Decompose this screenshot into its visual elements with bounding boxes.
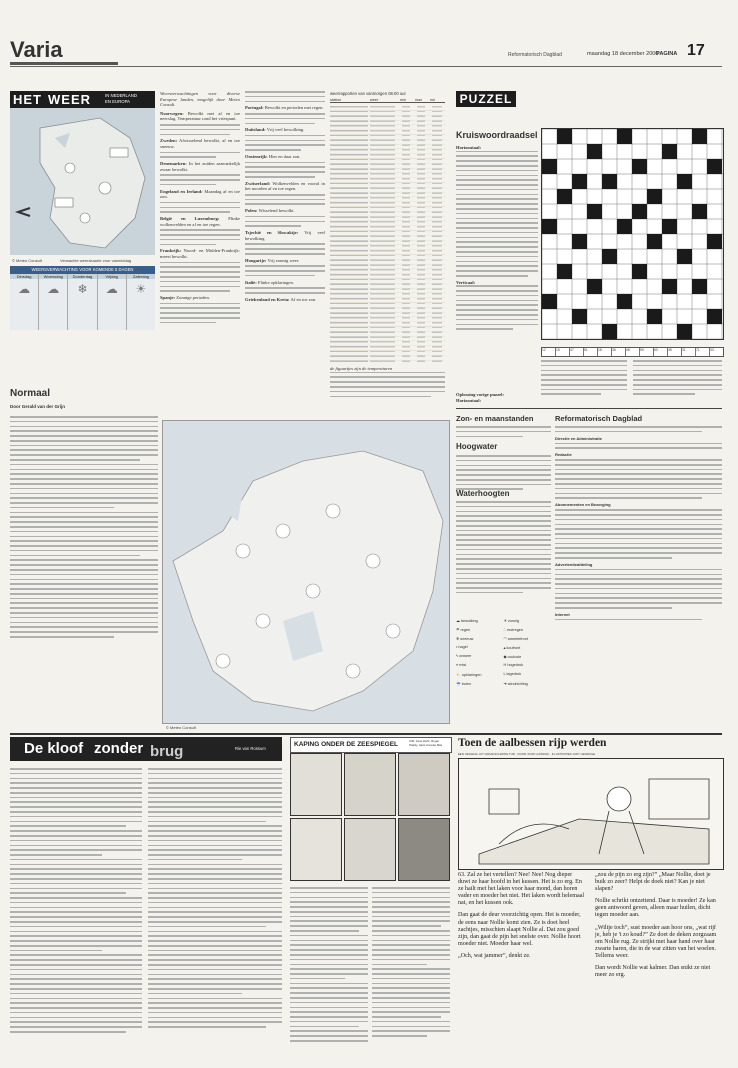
kloof-title-b: zonder (94, 740, 144, 757)
map-credit: © Meteo Consult (12, 258, 42, 263)
legend-item (504, 663, 552, 672)
kaping-comic (290, 753, 450, 881)
toen-col2 (595, 872, 722, 979)
country-forecast (160, 248, 240, 259)
drizzle-icon: ∴ (503, 628, 507, 632)
country-name: Tsjechië en Slowakije: (245, 230, 299, 236)
answer-box[interactable]: 47 (570, 348, 584, 356)
colofon-title: Reformatorisch Dagblad (555, 414, 643, 423)
station-table-header (330, 98, 445, 103)
legend-item (456, 672, 504, 681)
low-pressure-icon: L (503, 672, 507, 676)
mid-rule (10, 733, 722, 735)
toen-paragraph: „Och, wat jammer”, denkt ze. (458, 952, 531, 959)
text-lines (245, 162, 325, 178)
colofon-body (555, 426, 722, 728)
verticaal-cont-2 (633, 360, 722, 400)
answer-box[interactable]: 48 (626, 348, 640, 356)
verticaal-cont (541, 360, 627, 400)
country-forecast (160, 189, 240, 200)
legend-item (456, 645, 504, 654)
country-name: Duitsland: (245, 127, 266, 133)
comic-panel (290, 818, 342, 881)
country-forecast (160, 138, 240, 149)
bedroom-illustration (459, 759, 723, 869)
text-lines (245, 216, 325, 227)
country-name: Denemarken: (160, 161, 187, 167)
legend-label: regen (460, 628, 471, 632)
text-lines (160, 174, 240, 185)
text-lines (555, 569, 722, 609)
text-lines (245, 91, 325, 102)
country-forecast (245, 230, 325, 241)
text-lines (245, 243, 325, 254)
colofon-section: Redactie (555, 452, 572, 458)
answer-box[interactable]: 15 (556, 348, 570, 356)
colofon-section: Abonnementen en Bezorging (555, 502, 611, 508)
puzzel-rule (456, 408, 722, 409)
text-lines (160, 229, 240, 245)
rain-icon: ☂ (456, 628, 461, 632)
text-lines (456, 151, 538, 277)
col-max: max (415, 98, 423, 102)
country-text: Vrij veel bewolking. (266, 127, 305, 133)
kloof-title-c: brug (150, 743, 184, 760)
kaping-col1 (290, 887, 368, 1057)
wind-arrow-icon: ➔ (503, 682, 508, 686)
weather-map-europe (162, 420, 450, 724)
toen-paragraph: Dan wordt Nollie wat kalmer. Dan snikt ze niet meer zo erg. (595, 965, 711, 979)
text-lines (555, 509, 722, 558)
country-text: Vrij zonnig weer. (267, 257, 300, 263)
snow-icon: ❄ (456, 637, 461, 641)
page-number: 17 (687, 42, 705, 59)
station-table-rows (330, 106, 445, 362)
fog-icon: ≡ (456, 663, 460, 667)
verticaal-label: Verticaal: (456, 279, 476, 285)
max-col-lines (417, 106, 425, 362)
europe-map-graphic (163, 421, 449, 723)
text-lines (245, 194, 325, 205)
country-text: Bewolkt met af en toe neerslag. Temperatuur rond het vriespunt. (160, 110, 240, 122)
text-lines (245, 265, 325, 276)
weather-banner-sub1: IN NEDERLAND (105, 93, 137, 98)
footnote-text: de figuurtjes zijn de temperaturen (330, 366, 393, 371)
netherlands-map-graphic (10, 108, 155, 255)
normaal-body (10, 416, 158, 716)
country-name: Frankrijk: (160, 248, 182, 254)
legend-item (504, 681, 552, 690)
forecast-day (10, 274, 39, 330)
text-lines (555, 459, 722, 499)
legend-label: occlusie (507, 655, 522, 659)
section-underline (10, 62, 118, 65)
answer-box[interactable]: 12 (542, 348, 556, 356)
warm-front-icon: ◠ (503, 637, 508, 641)
kaping-banner (290, 737, 452, 753)
weather-col-lines (370, 106, 395, 362)
legend-label: koufront (506, 646, 521, 650)
partly-cloudy-icon: ⛅ (456, 673, 462, 677)
paper-name: Reformatorisch Dagblad (508, 52, 562, 58)
station-table-title: weerrapporten van vanmorgen 08.00 uur (330, 91, 406, 96)
snow-icon: ❄ (77, 282, 88, 296)
country-name: Engeland en Ierland: (160, 188, 203, 194)
forecast-day-name: Vrijdag (98, 274, 126, 279)
text-lines (160, 124, 240, 135)
legend-item (504, 627, 552, 636)
toen-col1 (458, 872, 585, 960)
legend-item (504, 672, 552, 681)
thunder-icon: ϟ (456, 654, 460, 658)
weather-banner-sub2: EN EUROPA (105, 99, 130, 104)
text-lines (555, 619, 722, 621)
high-pressure-icon: H (503, 663, 508, 667)
legend-label: opklaringen (461, 673, 482, 677)
cloud-icon: ☁ (47, 282, 60, 296)
normaal-byline: Door Gerald van der Grijn (10, 404, 66, 409)
europe-map-credit: © Meteo Consult (166, 725, 196, 730)
toen-paragraph: Dan gaat de deur voorzichtig open. Het is moeder, de eens naar Nollie komt zien. Ze is doet heel zachtjes, misschien slaapt Nollie al. Dat zou goed zijn, dan gaat de pijn het snelste over. Nollie hoort moeder niet. Moeder haar wel. (458, 912, 581, 947)
station-col-lines (330, 106, 368, 362)
toen-paragraph: 63. Zal ze het vertellen? Nee! Nee! Nog dieper duwt ze haar hoofd in het kussen. Het is zo erg. En ze hailt met het laken voor haar mond, dan horen vader en moeder het niet. Het laken wordt helemaal nat, en het kussen ook. (458, 872, 585, 907)
toen-illustration (458, 758, 724, 870)
country-forecast (160, 216, 240, 227)
answer-box[interactable]: 18 (598, 348, 612, 356)
forecast-day (68, 274, 97, 330)
country-text: Noord- en Midden-Frankrijk: meest bewolkt. (160, 248, 240, 260)
oplossing (456, 392, 538, 403)
toen-title: Toen de aalbessen rijp werden (458, 737, 607, 749)
forecast-day-name: Woensdag (39, 274, 67, 279)
legend-item (504, 654, 552, 663)
hoogwater-title: Hoogwater (456, 442, 498, 451)
hoogwater-body (456, 455, 551, 493)
forecast-header: WEERSVERWACHTING VOOR KOMENDE 5 DAGEN (10, 266, 155, 274)
kaping-credits: Cliff, Jane Dahr, Roger Paddy, tekst Anneke Bas (409, 739, 443, 747)
crossword-grid[interactable] (541, 128, 724, 340)
country-text: Zonnige perioden. (176, 295, 210, 301)
legend-label: buien (461, 682, 472, 686)
answer-box[interactable]: 33 (710, 348, 714, 352)
forecast-day (39, 274, 68, 330)
legend-label: hogedruk (507, 663, 524, 667)
country-forecast (245, 208, 325, 214)
country-name: Griekenland en Kreta: (245, 296, 290, 302)
country-name: Zweden: (160, 138, 178, 144)
crossword-cells[interactable] (542, 129, 723, 339)
country-forecast (160, 161, 240, 172)
cloud-icon: ☁ (105, 282, 118, 296)
page-date: maandag 18 december 2000 (587, 51, 659, 57)
country-forecast (160, 111, 240, 122)
weather-legend (456, 618, 551, 694)
sun-icon: ☀ (135, 282, 147, 296)
legend-item (456, 618, 504, 627)
legend-label: onweer (459, 654, 472, 658)
country-text: Flinke wolkenvelden en af en toe regen. (160, 216, 240, 227)
toen-paragraph: „Wiltje toch”, sust moeder aan hoor ons, „wat rijf je, heb je 't zo koud?” Ze doet de deken zorgzaam om Nollie rug. Ze strijkt met haar hand over haar zwarte haren, die in de war zitten van het woelen. Tellems weer. (595, 924, 717, 959)
kaping-col2 (372, 887, 450, 1057)
kloof-banner (10, 737, 282, 761)
country-forecast (245, 280, 325, 286)
text-lines (245, 113, 325, 124)
country-text: Maandag af en toe zon. (160, 188, 240, 200)
country-name: Portugal: (245, 105, 264, 111)
zon-title: Zon- en maanstanden (456, 414, 534, 423)
kloof-col1 (10, 768, 142, 1058)
weather-map-netherlands (10, 108, 155, 255)
country-name: Spanje: (160, 295, 176, 301)
cloud-icon: ☁ (18, 282, 31, 296)
forecast-day (98, 274, 127, 330)
text-lines (330, 372, 445, 398)
country-name: Polen: (245, 208, 258, 214)
oplossing-horizontaal-label: Horizontaal: (456, 397, 482, 403)
country-text: Afwisselend bewolkt, af en toe sneeuw. (160, 138, 240, 149)
header-rule (10, 66, 722, 67)
min-col-lines (402, 106, 410, 362)
section-title: Varia (10, 37, 63, 62)
legend-item (504, 636, 552, 645)
toen-sub: EEN VERHAAL UIT GRAAFSCHAPPE TIJD · DOOR JOOP LUDWIGK · ILLUSTRATIES JANY GEDRAGE (458, 752, 596, 756)
legend-label: motregen (506, 628, 524, 632)
answer-box[interactable]: 51 (584, 348, 598, 356)
country-text: Wolkenvelden en vooral in het noorden af en toe regen. (245, 180, 325, 192)
comic-panel (398, 818, 450, 881)
country-text: Af en toe zon. (290, 296, 317, 302)
colofon-section: Internet (555, 611, 570, 617)
country-text: Hier en daar zon. (268, 154, 301, 159)
station-footnote (330, 366, 445, 416)
weather-banner-right: WEER (48, 92, 91, 107)
forecast-day (127, 274, 155, 330)
colofon-section: Advertentieafdeling (555, 561, 593, 567)
col-station: station (330, 98, 342, 102)
kloof-title-a: De kloof (24, 740, 84, 757)
sun-icon: ☀ (503, 619, 508, 623)
text-lines (160, 202, 240, 213)
col-min: min (400, 98, 407, 102)
legend-item (456, 663, 504, 672)
waterhoogten-title: Waterhoogten (456, 489, 510, 498)
col-nsl: nsl (430, 98, 435, 102)
country-forecast (160, 295, 240, 301)
country-text: In het zuiden aanvankelijk zwaar bewolkt. (160, 161, 240, 172)
answer-box[interactable]: 60 (654, 348, 668, 356)
country-text: Wisselend bewolkt. (258, 208, 295, 214)
legend-label: mist (459, 663, 467, 667)
legend-item (504, 645, 552, 654)
kloof-col2 (148, 768, 282, 1058)
comic-panel (290, 753, 342, 816)
country-forecast (245, 105, 325, 111)
col-weer: weer (370, 98, 379, 102)
page-label: PAGINA (656, 51, 678, 57)
nsl-col-lines (432, 106, 442, 362)
answer-box[interactable]: 36 (612, 348, 626, 356)
cold-front-icon: ▴ (503, 646, 507, 650)
map-caption: Verwachte weerskaarte voor vanmiddag (60, 258, 132, 263)
forecast-day-name: Donderdag (68, 274, 96, 279)
comic-panel (344, 753, 396, 816)
occlusion-icon: ◆ (503, 655, 508, 659)
legend-label: warmtefront (507, 637, 528, 641)
legend-label: lagedruk (506, 672, 522, 676)
legend-label: bewolking (460, 619, 478, 623)
forecast-days (10, 274, 155, 330)
cloud-icon: ☁ (456, 619, 461, 623)
text-lines (456, 285, 538, 330)
text-lines (555, 443, 722, 449)
legend-label: windrichting (507, 682, 528, 686)
country-name: Noorwegen: (160, 110, 184, 116)
puzzel-title: Kruiswoordraadsel (456, 130, 538, 140)
normaal-title: Normaal (10, 388, 51, 399)
country-name: Hongarije: (245, 257, 267, 263)
legend-item (504, 618, 552, 627)
legend-item (456, 627, 504, 636)
country-forecast (245, 181, 325, 192)
showers-icon: ☔ (456, 682, 462, 686)
legend-label: zonnig (507, 619, 520, 623)
country-forecast (245, 154, 325, 160)
country-text: Bewolkt en perioden met regen. (264, 105, 324, 111)
country-forecast (245, 127, 325, 133)
answer-box[interactable]: 45 (668, 348, 682, 356)
country-text: Vrij veel bewolking. (245, 230, 325, 241)
text-lines (160, 303, 240, 324)
forecast-day-name: Dinsdag (10, 274, 38, 279)
text-lines (555, 426, 722, 432)
colofon-section: Directie en Administratie (555, 435, 602, 441)
puzzel-banner: PUZZEL (456, 91, 516, 107)
zon-body (456, 426, 551, 440)
text-lines (245, 135, 325, 151)
country-forecast (245, 258, 325, 264)
toen-paragraph: Nollie schrikt ontzettend. Daar is moeder! Ze kan geen antwoord geven, alleen maar huilen, dicht tegen moeder aan. (595, 898, 716, 919)
weather-banner-left: HET (13, 92, 42, 107)
answer-boxes[interactable] (541, 347, 724, 357)
oplossing-label: Oplossing vorige puzzel: (456, 392, 504, 397)
weather-banner (10, 91, 155, 108)
hail-icon: • (456, 645, 459, 649)
legend-item (456, 681, 504, 690)
legend-item (456, 654, 504, 663)
forecast-day-name: Zaterdag (127, 274, 155, 279)
kloof-byline: Rie van Rossum (235, 746, 266, 751)
legend-label: hagel (458, 645, 468, 649)
country-name: België en Luxemburg: (160, 216, 220, 222)
forecast-intro: Weersverwachtingen voor diverse Europese landen, mogelijk door Meteo Consult. (160, 91, 240, 108)
country-name: Zwitserland: (245, 180, 271, 186)
comic-panel (398, 753, 450, 816)
toen-paragraph: „zou de pijn zo erg zijn?” „Maar Nollie, doet je buik zo zeer? Helpt de doek niet? Kan je niet slapen? (595, 872, 711, 893)
country-name: Oostenrijk: (245, 154, 268, 159)
horizontaal-label: Horizontaal: (456, 145, 482, 150)
country-text: Flinke opklaringen. (257, 279, 294, 285)
answer-box[interactable]: 71 (696, 348, 710, 356)
puzzel-clues (456, 145, 538, 400)
text-lines (245, 287, 325, 293)
country-forecast (245, 297, 325, 303)
text-lines (160, 262, 240, 292)
kaping-title: KAPING ONDER DE ZEESPIEGEL (294, 741, 399, 748)
text-lines (160, 152, 240, 158)
country-name: Italië: (245, 279, 257, 285)
legend-label: sneeuw (460, 637, 474, 641)
answer-box[interactable]: 59 (640, 348, 654, 356)
waterhoogten-body (456, 501, 551, 611)
answer-box[interactable]: 31 (682, 348, 696, 356)
comic-panel (344, 818, 396, 881)
legend-item (456, 636, 504, 645)
